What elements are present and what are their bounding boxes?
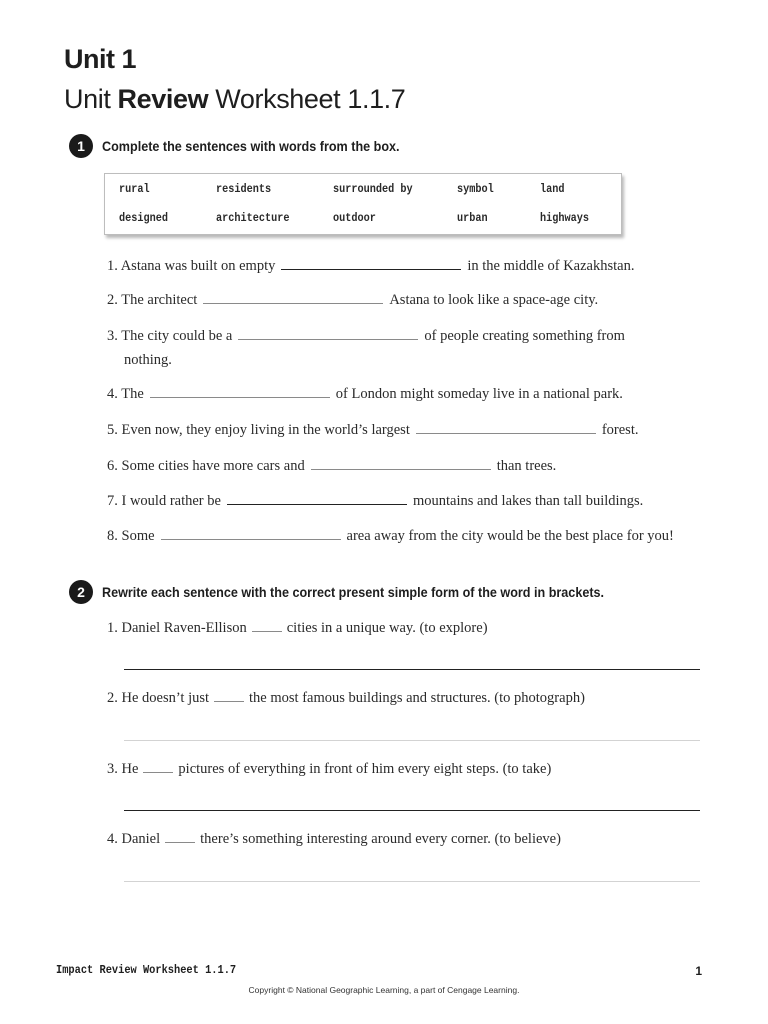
copyright-notice: Copyright © National Geographic Learning, a part of Cengage Learning. <box>248 985 520 995</box>
question-number: 1. <box>107 620 118 636</box>
section-2-question-3 <box>107 757 727 781</box>
word-box-item: surrounded by <box>333 182 413 196</box>
word-box-item: outdoor <box>333 211 376 225</box>
worksheet-title <box>64 84 405 115</box>
title-suffix: Worksheet 1.1.7 <box>215 84 406 114</box>
section-1-question-4 <box>107 382 727 406</box>
answer-blank[interactable] <box>238 339 418 340</box>
question-text-before: Astana was built on empty <box>120 258 276 274</box>
question-text-before: Some <box>121 528 155 544</box>
question-text-after: mountains and lakes than tall buildings. <box>412 493 644 509</box>
answer-line[interactable] <box>124 669 700 670</box>
question-text-after: forest. <box>601 422 639 438</box>
question-text-before: I would rather be <box>121 493 221 509</box>
section-2-instruction: Rewrite each sentence with the correct present simple form of the word in brackets. <box>102 584 605 600</box>
footer-worksheet-name: Impact Review Worksheet 1.1.7 <box>56 964 237 977</box>
section-2-number-badge: 2 <box>69 580 93 604</box>
section-2-question-4 <box>107 827 727 851</box>
word-box-item: land <box>540 182 565 196</box>
short-blank <box>143 772 173 773</box>
question-number: 7. <box>107 493 118 509</box>
question-number: 5. <box>107 422 118 438</box>
answer-line[interactable] <box>124 810 700 811</box>
word-box-item: residents <box>216 182 272 196</box>
question-text-before: He <box>121 761 139 777</box>
question-number: 8. <box>107 528 118 544</box>
short-blank <box>165 842 195 843</box>
section-1-question-5 <box>107 418 727 442</box>
question-text-after: cities in a unique way. (to explore) <box>286 620 488 636</box>
question-number: 4. <box>107 386 118 402</box>
question-text-before: Even now, they enjoy living in the world’s largest <box>121 422 410 438</box>
word-box-item: designed <box>119 211 168 225</box>
question-number: 4. <box>107 831 118 847</box>
answer-blank[interactable] <box>227 504 407 505</box>
title-prefix: Unit <box>64 84 111 114</box>
question-text-before: The city could be a <box>121 328 233 344</box>
title-bold: Review <box>117 84 209 114</box>
section-1-question-2 <box>107 288 727 312</box>
section-1-heading <box>69 134 433 158</box>
short-blank <box>252 631 282 632</box>
question-text-before: The architect <box>121 292 198 308</box>
question-text-after: of people creating something from <box>424 328 625 344</box>
question-text-after: of London might someday live in a national park. <box>335 386 623 402</box>
word-box-item: highways <box>540 211 589 225</box>
answer-blank[interactable] <box>281 269 461 270</box>
section-2-question-1 <box>107 616 727 640</box>
question-text-after: in the middle of Kazakhstan. <box>467 258 635 274</box>
answer-blank[interactable] <box>311 469 491 470</box>
question-text-after: there’s something interesting around every corner. (to believe) <box>200 831 561 847</box>
question-text-after: Astana to look like a space-age city. <box>389 292 599 308</box>
question-text-before: Some cities have more cars and <box>121 458 305 474</box>
unit-heading: Unit 1 <box>64 44 137 74</box>
question-number: 3. <box>107 761 118 777</box>
answer-blank[interactable] <box>161 539 341 540</box>
section-1-number-badge: 1 <box>69 134 93 158</box>
section-1-question-3 <box>107 324 727 348</box>
short-blank <box>214 701 244 702</box>
section-2-question-2 <box>107 686 727 710</box>
section-1-question-8 <box>107 524 727 548</box>
answer-blank[interactable] <box>150 397 330 398</box>
question-number: 2. <box>107 690 118 706</box>
answer-blank[interactable] <box>203 303 383 304</box>
question-text-after: pictures of everything in front of him every eight steps. (to take) <box>178 761 552 777</box>
word-box <box>104 173 622 235</box>
question-number: 2. <box>107 292 118 308</box>
question-number: 1. <box>107 258 118 274</box>
question-text-after: than trees. <box>496 458 557 474</box>
section-1-question-6 <box>107 454 727 478</box>
answer-blank[interactable] <box>416 433 596 434</box>
answer-line[interactable] <box>124 740 700 741</box>
question-text-before: Daniel <box>121 831 161 847</box>
section-2-heading <box>69 580 660 604</box>
question-number: 3. <box>107 328 118 344</box>
section-1-question-3-continuation: nothing. <box>124 352 172 368</box>
question-text-before: Daniel Raven-Ellison <box>121 620 247 636</box>
question-number: 6. <box>107 458 118 474</box>
word-box-item: architecture <box>216 211 290 225</box>
section-1-question-7 <box>107 489 727 513</box>
word-box-item: rural <box>119 182 150 196</box>
section-1-question-1 <box>107 254 727 278</box>
question-text-after: the most famous buildings and structures. (to photograph) <box>249 690 585 706</box>
question-text-before: The <box>121 386 144 402</box>
word-box-item: urban <box>457 211 488 225</box>
section-1-instruction: Complete the sentences with words from the box. <box>102 138 400 154</box>
question-text-before: He doesn’t just <box>121 690 210 706</box>
question-text-after: area away from the city would be the best place for you! <box>346 528 674 544</box>
page-number: 1 <box>695 964 702 978</box>
word-box-item: symbol <box>457 182 494 196</box>
answer-line[interactable] <box>124 881 700 882</box>
